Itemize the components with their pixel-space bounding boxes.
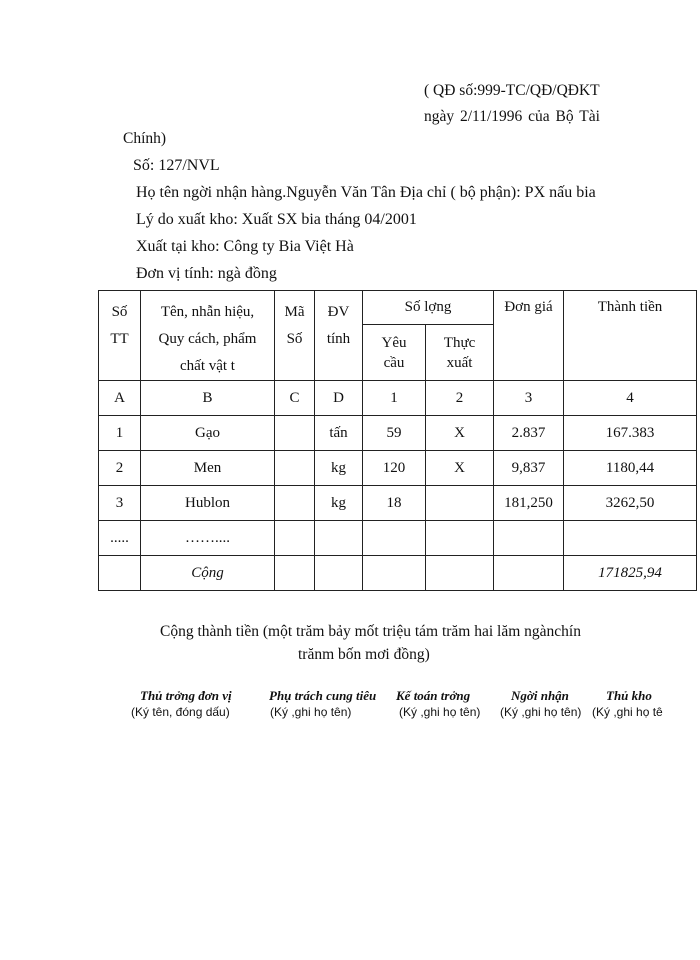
row-unit: tấn: [315, 416, 363, 451]
header-name: Tên, nhẫn hiệu, Quy cách, phẩm chất vật t: [141, 291, 275, 381]
row-code: [275, 521, 315, 556]
row-name: Hublon: [141, 486, 275, 521]
header-amount: Thành tiền: [564, 291, 697, 381]
row-unit-price: [494, 521, 564, 556]
summary-line2: trănm bốn mơi đồng): [298, 646, 430, 663]
total-empty-cell: [275, 556, 315, 591]
letter-cell: D: [315, 381, 363, 416]
letter-cell: 1: [363, 381, 426, 416]
row-code: [275, 451, 315, 486]
decision-reference-line1: ( QĐ số:999-TC/QĐ/QĐKT: [424, 82, 600, 99]
letter-cell: A: [99, 381, 141, 416]
header-qty-actual: Thực xuất: [426, 325, 494, 381]
total-empty-cell: [494, 556, 564, 591]
signature-sub-storekeeper: (Ký ,ghi họ tê: [592, 705, 663, 719]
table-row: [99, 486, 697, 521]
row-qty-actual: [426, 521, 494, 556]
total-empty-cell: [315, 556, 363, 591]
total-empty-cell: [426, 556, 494, 591]
row-code: [275, 486, 315, 521]
decision-reference-line2: ngày 2/11/1996 của Bộ Tài: [424, 108, 600, 125]
table-row: [99, 416, 697, 451]
letter-cell: B: [141, 381, 275, 416]
total-empty-cell: [363, 556, 426, 591]
table-header-row: [99, 291, 697, 325]
materials-table: [98, 290, 697, 591]
row-code: [275, 416, 315, 451]
signature-sub-chief-accountant: (Ký ,ghi họ tên): [399, 705, 481, 719]
row-name: Gạo: [141, 416, 275, 451]
row-qty-required: [363, 521, 426, 556]
row-amount: 1180,44: [564, 451, 697, 486]
header-unit: ĐV tính: [315, 291, 363, 381]
row-stt: 2: [99, 451, 141, 486]
decision-reference-line3: Chính): [123, 130, 167, 147]
row-qty-required: 120: [363, 451, 426, 486]
total-label: Cộng: [141, 556, 275, 591]
export-reason: Lý do xuất kho: Xuất SX bia tháng 04/2001: [136, 211, 417, 228]
table-row: [99, 521, 697, 556]
signature-title-director: Thủ trởng đơn vị: [140, 688, 232, 703]
table-total-row: [99, 556, 697, 591]
table-letter-row: [99, 381, 697, 416]
signature-sub-director: (Ký tên, đóng dấu): [131, 705, 230, 719]
voucher-number: Số: 127/NVL: [133, 157, 220, 174]
row-qty-required: 18: [363, 486, 426, 521]
warehouse-info: Xuất tại kho: Công ty Bia Việt Hà: [136, 238, 354, 255]
table-row: [99, 451, 697, 486]
row-unit-price: 181,250: [494, 486, 564, 521]
letter-cell: 4: [564, 381, 697, 416]
letter-cell: C: [275, 381, 315, 416]
signature-sub-supply: (Ký ,ghi họ tên): [270, 705, 352, 719]
header-unit-price: Đơn giá: [494, 291, 564, 381]
row-stt: 3: [99, 486, 141, 521]
row-unit-price: 9,837: [494, 451, 564, 486]
summary-line1: Cộng thành tiền (một trăm bảy mốt triệu tám trăm hai lăm ngànchín: [160, 623, 581, 640]
row-qty-actual: [426, 486, 494, 521]
total-value: 171825,94: [564, 556, 697, 591]
row-unit-price: 2.837: [494, 416, 564, 451]
signature-title-chief-accountant: Kế toán trởng: [396, 688, 471, 703]
signature-title-receiver: Ngời nhận: [511, 688, 569, 703]
row-name: ……....: [141, 521, 275, 556]
row-amount: [564, 521, 697, 556]
row-unit: kg: [315, 451, 363, 486]
row-amount: 167.383: [564, 416, 697, 451]
receiver-info: Họ tên ngời nhận hàng.Nguyễn Văn Tân Địa chỉ ( bộ phận): PX nấu bia: [136, 184, 596, 201]
row-name: Men: [141, 451, 275, 486]
currency-unit: Đơn vị tính: ngà đồng: [136, 265, 277, 282]
row-unit: kg: [315, 486, 363, 521]
row-qty-required: 59: [363, 416, 426, 451]
row-unit: [315, 521, 363, 556]
signature-title-supply: Phụ trách cung tiêu: [269, 688, 377, 703]
header-qty-required: Yêu cầu: [363, 325, 426, 381]
row-stt: 1: [99, 416, 141, 451]
header-code: Mã Số: [275, 291, 315, 381]
row-stt: .....: [99, 521, 141, 556]
row-amount: 3262,50: [564, 486, 697, 521]
total-empty-cell: [99, 556, 141, 591]
header-quantity: Số lợng: [363, 291, 494, 325]
signature-title-storekeeper: Thủ kho: [606, 688, 652, 703]
row-qty-actual: X: [426, 451, 494, 486]
letter-cell: 3: [494, 381, 564, 416]
row-qty-actual: X: [426, 416, 494, 451]
letter-cell: 2: [426, 381, 494, 416]
header-stt: Số TT: [99, 291, 141, 381]
signature-sub-receiver: (Ký ,ghi họ tên): [500, 705, 582, 719]
